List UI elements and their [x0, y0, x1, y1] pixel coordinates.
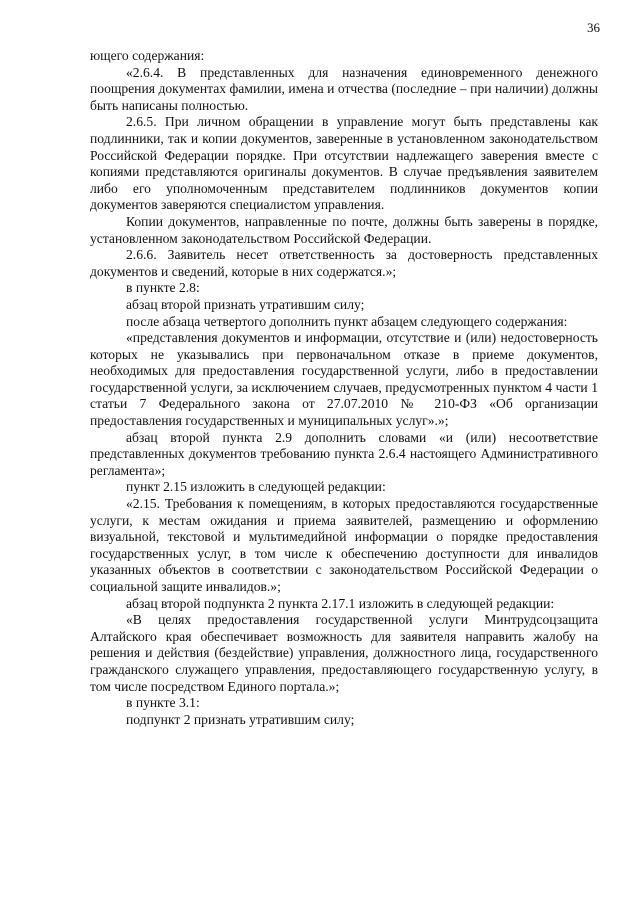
page-number: 36 — [587, 20, 600, 35]
paragraph-2-6-4: «2.6.4. В представленных для назначения единовременного денежного поощрения документах фамилии, имена и отчества (последние – при наличии) должны быть написаны полностью. — [90, 64, 598, 113]
paragraph-2-6-5: 2.6.5. При личном обращении в управление могут быть представлены как подлинники, так и копии документов, заверенные в установленном законодательством Российской Федерации порядке. При отсутствии надлежащего заверения вместе с копиями представляются оригиналы документов. В случае предъявления заявителем либо его уполномоченным представителем подлинников документов копии документов заверяются специалистом управления. — [90, 114, 598, 213]
paragraph-2-15: «2.15. Требования к помещениям, в которых предоставляются государственные услуги, к местам ожидания и приема заявителей, размещению и оформлению визуальной, текстовой и мультимедийной информации о порядке предоставления государственных услуг, в том числе к обеспечению доступности для инвалидов указанных объектов в соответствии с законодательством Российской Федерации о социальной защите инвалидов.»; — [90, 496, 598, 594]
paragraph-continuation: ющего содержания: — [90, 48, 205, 63]
paragraph-documents-information: «представления документов и информации, отсутствие и (или) недостоверность которых не указывались при первоначальном отказе в приеме документов, необходимых для предоставления государственной услуги, либо в предоставлении государственной услуги, за исключением случаев, предусмотренных пунктом 4 части 1 статьи 7 Федерального закона от 27.07.2010 № 210-ФЗ «Об организации предоставления государственных и муниципальных услуг».»; — [90, 330, 598, 429]
paragraph-after-fourth: после абзаца четвертого дополнить пункт абзацем следующего содержания: — [126, 313, 568, 329]
paragraph-complaint: «В целях предоставления государственной услуги Минтрудсоцзащита Алтайского края обеспечивает возможность для заявителя направить жалобу на решения и действия (бездействие) управления, должностного лица, государственного гражданского служащего управления, предоставляющего государственную услугу, в том числе посредством Единого портала.»; — [90, 612, 598, 694]
document-body — [90, 48, 598, 728]
paragraph-point-2-17-1: абзац второй подпункта 2 пункта 2.17.1 изложить в следующей редакции: — [126, 595, 555, 611]
paragraph-subpoint-2-void: подпункт 2 признать утратившим силу; — [126, 711, 355, 727]
paragraph-point-3-1: в пункте 3.1: — [126, 695, 200, 711]
paragraph-2-6-6: 2.6.6. Заявитель несет ответственность за достоверность представленных документов и сведений, которые в них содержатся.»; — [90, 247, 598, 279]
paragraph-point-2-8: в пункте 2.8: — [126, 280, 200, 296]
paragraph-point-2-9: абзац второй пункта 2.9 дополнить словами «и (или) несоответствие представленных документов требованию пункта 2.6.4 настоящего Административного регламента»; — [90, 429, 598, 478]
paragraph-copies-by-mail: Копии документов, направленные по почте, должны быть заверены в порядке, установленном законодательством Российской Федерации. — [90, 213, 598, 246]
paragraph-point-2-15-intro: пункт 2.15 изложить в следующей редакции: — [126, 479, 386, 495]
paragraph-second-paragraph-void: абзац второй признать утратившим силу; — [126, 296, 365, 312]
